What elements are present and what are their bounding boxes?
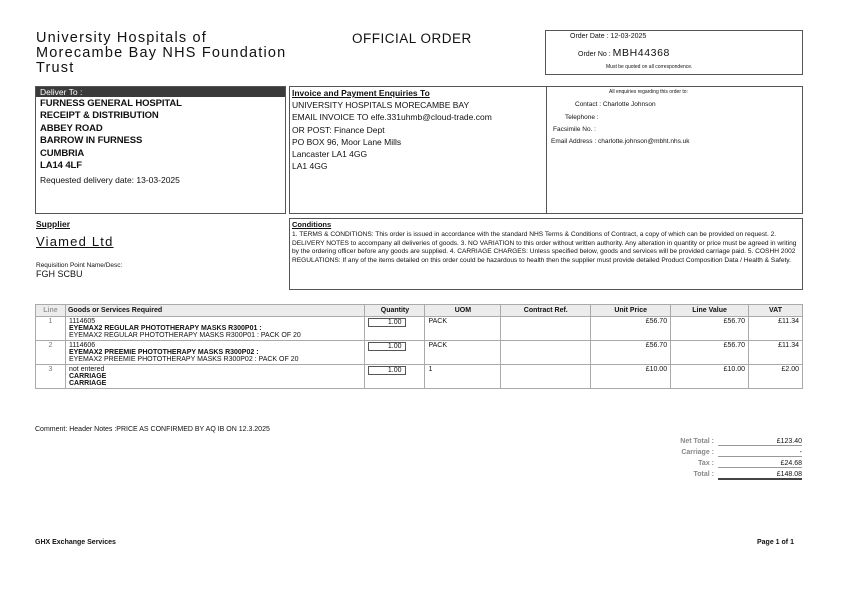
item-desc: EYEMAX2 PREEMIE PHOTOTHERAPY MASKS R300P02 : — [68, 349, 259, 356]
organisation-name — [36, 31, 286, 76]
carriage-label: Carriage : — [681, 449, 714, 456]
requisition-value: FGH SCBU — [36, 269, 83, 279]
deliver-to-heading: Deliver To : — [36, 87, 285, 97]
invoice-line: UNIVERSITY HOSPITALS MORECAMBE BAY — [292, 100, 470, 111]
tax-value: £24.68 — [718, 460, 802, 468]
order-date — [570, 33, 646, 40]
item-code: not entered — [68, 366, 105, 373]
col-line-value: Line Value — [671, 305, 749, 317]
order-date-label: Order Date : — [570, 33, 609, 40]
fax-label: Facsimile No. : — [553, 126, 596, 133]
carriage-value: - — [718, 449, 802, 457]
address-line: CUMBRIA — [40, 147, 85, 159]
telephone-row — [565, 114, 599, 121]
tax-label: Tax : — [698, 460, 714, 467]
address-line: RECEIPT & DISTRIBUTION — [40, 110, 159, 122]
cell-quantity — [365, 317, 425, 341]
invoice-box — [289, 86, 803, 214]
cell-goods — [65, 317, 365, 341]
table-row — [36, 341, 803, 365]
cell-unit-price: £56.70 — [591, 317, 671, 341]
cell-contract-ref — [501, 365, 591, 389]
enquiries-heading: All enquiries regarding this order to: — [609, 89, 688, 95]
org-line: Trust — [36, 60, 75, 76]
invoice-details — [292, 87, 492, 172]
cell-uom: PACK — [425, 317, 501, 341]
email-row — [551, 138, 690, 145]
cell-uom: 1 — [425, 365, 501, 389]
cell-vat: £2.00 — [749, 365, 803, 389]
col-uom: UOM — [425, 305, 501, 317]
item-desc-full: CARRIAGE — [68, 380, 107, 387]
order-info-box — [545, 30, 803, 75]
order-note: Must be quoted on all correspondence. — [606, 64, 693, 70]
order-no-label: Order No : — [578, 51, 611, 58]
item-desc: CARRIAGE — [68, 373, 107, 380]
cell-contract-ref — [501, 317, 591, 341]
cell-quantity — [365, 365, 425, 389]
requisition-label: Requisition Point Name/Desc: — [36, 262, 123, 269]
invoice-line: PO BOX 96, Moor Lane Mills — [292, 136, 402, 147]
cell-quantity — [365, 341, 425, 365]
requested-delivery-date: Requested delivery date: 13-03-2025 — [40, 175, 180, 186]
col-vat: VAT — [749, 305, 803, 317]
net-total-row — [640, 438, 802, 447]
conditions-text: 1. TERMS & CONDITIONS: This order is issued in accordance with the standard NHS Terms & Conditions of Contract, a copy of which can be provided on request. 2. DELIVERY NOTES to accompany all deliveries of goods. 3. NO VARIATION to this order without written authority. Any alteration in quantity or price must be agreed in writing by the ordering officer before any goods are supplied. 4. CARRIAGE CHARGES: Unless specified below, goods and services will be provided carriage paid. 5. COSHH 2002 REGULATIONS: If any of the items detailed on this order could be hazardous to health then the supplier must provide detailed Product Composition Data / Health & Safety. — [292, 231, 797, 264]
invoice-line: LA1 4GG — [292, 161, 328, 172]
cell-line-value: £56.70 — [671, 317, 749, 341]
invoice-line: Lancaster LA1 4GG — [292, 149, 368, 160]
order-comment: Comment: Header Notes :PRICE AS CONFIRMED BY AQ IB ON 12.3.2025 — [35, 426, 270, 433]
quantity-value: 1.00 — [368, 342, 406, 351]
cell-line: 2 — [36, 341, 66, 365]
col-goods: Goods or Services Required — [65, 305, 365, 317]
item-code: 1114606 — [68, 342, 96, 349]
col-contract-ref: Contract Ref. — [501, 305, 591, 317]
tax-row — [640, 460, 802, 469]
item-desc-full: EYEMAX2 PREEMIE PHOTOTHERAPY MASKS R300P02 : PACK OF 20 — [68, 356, 299, 363]
org-line: University Hospitals of — [36, 30, 208, 46]
deliver-to-box — [35, 86, 286, 214]
col-quantity: Quantity — [365, 305, 425, 317]
order-number — [578, 47, 670, 59]
telephone-label: Telephone : — [565, 114, 599, 121]
conditions-box — [289, 218, 803, 290]
quantity-value: 1.00 — [368, 366, 406, 375]
cell-goods — [65, 365, 365, 389]
address-line: ABBEY ROAD — [40, 122, 103, 134]
address-line: BARROW IN FURNESS — [40, 135, 143, 147]
invoice-heading: Invoice and Payment Enquiries To — [292, 88, 430, 98]
cell-line: 1 — [36, 317, 66, 341]
col-line: Line — [36, 305, 66, 317]
email-value: charlotte.johnson@mbht.nhs.uk — [597, 138, 690, 145]
conditions-heading: Conditions — [292, 220, 332, 229]
table-row — [36, 317, 803, 341]
email-label: Email Address : — [551, 138, 597, 145]
cell-vat: £11.34 — [749, 317, 803, 341]
cell-uom: PACK — [425, 341, 501, 365]
contact-label: Contact : — [575, 101, 602, 108]
fax-row — [553, 126, 596, 133]
cell-unit-price: £10.00 — [591, 365, 671, 389]
invoice-line: OR POST: Finance Dept — [292, 124, 385, 135]
col-unit-price: Unit Price — [591, 305, 671, 317]
order-date-value: 12-03-2025 — [610, 33, 647, 40]
document-title: OFFICIAL ORDER — [352, 31, 472, 46]
cell-line-value: £56.70 — [671, 341, 749, 365]
contact-value: Charlotte Johnson — [602, 101, 656, 108]
item-desc-full: EYEMAX2 REGULAR PHOTOTHERAPY MASKS R300P01 : PACK OF 20 — [68, 332, 301, 339]
footer-provider: GHX Exchange Services — [35, 539, 116, 546]
cell-goods — [65, 341, 365, 365]
address-line: LA14 4LF — [40, 160, 82, 172]
supplier-name: Viamed Ltd — [36, 234, 114, 249]
item-code: 1114605 — [68, 318, 96, 325]
cell-line-value: £10.00 — [671, 365, 749, 389]
order-lines-table — [35, 304, 803, 389]
cell-vat: £11.34 — [749, 341, 803, 365]
order-no-value: MBH44368 — [612, 47, 670, 59]
cell-unit-price: £56.70 — [591, 341, 671, 365]
enquiries-panel — [546, 87, 805, 213]
table-header-row — [36, 305, 803, 317]
item-desc: EYEMAX2 REGULAR PHOTOTHERAPY MASKS R300P01 : — [68, 325, 262, 332]
quantity-value: 1.00 — [368, 318, 406, 327]
grand-total-value: £148.08 — [718, 471, 802, 480]
cell-contract-ref — [501, 341, 591, 365]
cell-line: 3 — [36, 365, 66, 389]
carriage-row — [640, 449, 802, 458]
net-total-label: Net Total : — [680, 438, 714, 445]
net-total-value: £123.40 — [718, 438, 802, 446]
org-line: Morecambe Bay NHS Foundation — [36, 45, 287, 61]
address-line: FURNESS GENERAL HOSPITAL — [40, 98, 182, 109]
contact-row — [575, 101, 656, 108]
grand-total-label: Total : — [693, 471, 714, 478]
deliver-address — [36, 97, 285, 173]
invoice-line: EMAIL INVOICE TO elfe.331uhmb@cloud-trade.com — [292, 112, 492, 123]
page-number: Page 1 of 1 — [757, 539, 794, 546]
grand-total-row — [640, 471, 802, 480]
table-row — [36, 365, 803, 389]
supplier-label: Supplier — [36, 219, 71, 229]
